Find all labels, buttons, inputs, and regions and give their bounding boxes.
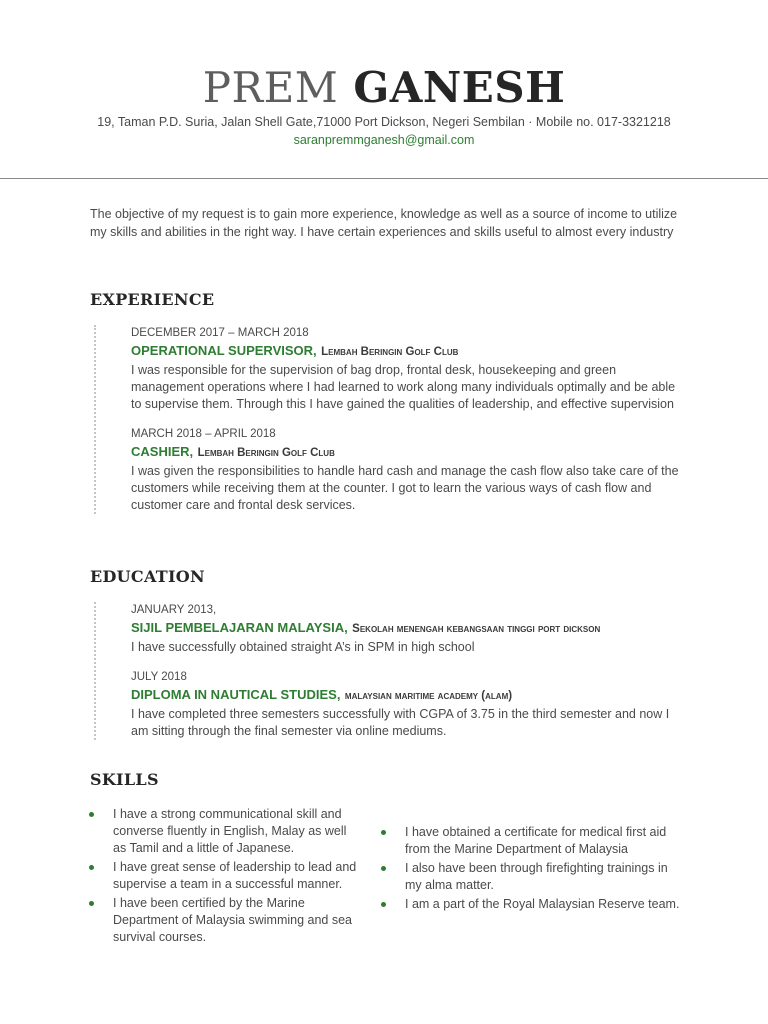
entry-qualification: SIJIL PEMBELAJARAN MALAYSIA,	[131, 620, 348, 635]
entry-description: I was given the responsibilities to handle hard cash and manage the cash flow also take care of the customers while receiving them at the counter. I got to learn the various ways of cash flow and customer care and frontal desk services.	[131, 464, 679, 512]
skills-list-right	[381, 824, 681, 915]
candidate-name	[0, 62, 768, 114]
entry-institution: malaysian maritime academy (alam)	[344, 690, 513, 702]
entry-date: DECEMBER 2017 – MARCH 2018	[131, 327, 309, 339]
entry-title-line	[131, 442, 684, 463]
objective-text: The objective of my request is to gain more experience, knowledge as well as a source of income to utilize my skills and abilities in the right way. I have certain experiences and skills useful to almost every industry	[90, 207, 678, 239]
skill-item	[381, 896, 681, 913]
bullet-icon	[381, 902, 386, 907]
skill-text: I also have been through firefighting trainings in my alma matter.	[405, 861, 668, 892]
entry-date: JULY 2018	[131, 671, 187, 683]
skill-text: I have a strong communicational skill and converse fluently in English, Malay as well as Tamil and a little of Japanese.	[113, 807, 347, 855]
skills-heading: SKILLS	[90, 770, 159, 789]
entry-role: CASHIER,	[131, 444, 194, 459]
skill-item	[89, 859, 361, 893]
skill-item	[89, 895, 361, 946]
contact-line: 19, Taman P.D. Suria, Jalan Shell Gate,71000 Port Dickson, Negeri Sembilan · Mobile no. 017-3321218	[97, 115, 671, 129]
bullet-icon	[89, 901, 94, 906]
skill-item	[89, 806, 361, 857]
experience-heading: EXPERIENCE	[90, 290, 215, 309]
entry-description: I have successfully obtained straight A’s in SPM in high school	[131, 640, 475, 654]
entry-qualification: DIPLOMA IN NAUTICAL STUDIES,	[131, 687, 341, 702]
skill-text: I have been certified by the Marine Department of Malaysia swimming and sea survival courses.	[113, 896, 352, 944]
entry-institution: Sekolah menengah kebangsaan tinggi port dickson	[352, 623, 601, 635]
entry-description: I was responsible for the supervision of bag drop, frontal desk, housekeeping and green management operations where I had learned to work along many individuals optimally and be able to supervise them. Through this I have gained the qualities of leadership, and effective supervision	[131, 363, 676, 411]
entry-title-line	[131, 618, 684, 639]
first-name: PREM	[202, 63, 339, 112]
entry-organization: Lembah Beringin Golf Club	[197, 447, 335, 459]
entry-date: JANUARY 2013,	[131, 604, 217, 616]
entry-role: OPERATIONAL SUPERVISOR,	[131, 343, 317, 358]
education-entry	[131, 602, 684, 656]
education-heading: EDUCATION	[90, 567, 205, 586]
skill-text: I have obtained a certificate for medical first aid from the Marine Department of Malaysia	[405, 825, 667, 856]
entry-title-line	[131, 341, 684, 362]
experience-entry	[131, 426, 684, 514]
skill-item	[381, 824, 681, 858]
entry-organization: Lembah Beringin Golf Club	[321, 346, 459, 358]
email-address[interactable]: saranpremmganesh@gmail.com	[293, 133, 475, 147]
experience-list	[94, 325, 684, 514]
entry-date: MARCH 2018 – APRIL 2018	[131, 428, 276, 440]
education-list	[94, 602, 684, 740]
entry-title-line	[131, 685, 684, 706]
skill-text: I have great sense of leadership to lead and supervise a team in a successful manner.	[113, 860, 357, 891]
header-divider	[0, 178, 768, 179]
experience-entry	[131, 325, 684, 413]
bullet-icon	[89, 812, 94, 817]
bullet-icon	[381, 830, 386, 835]
education-entry	[131, 669, 684, 740]
skill-text: I am a part of the Royal Malaysian Reserve team.	[405, 897, 680, 911]
last-name: GANESH	[353, 63, 566, 112]
entry-description: I have completed three semesters successfully with CGPA of 3.75 in the third semester and now I am sitting through the final semester via online mediums.	[131, 707, 670, 738]
skill-item	[381, 860, 681, 894]
bullet-icon	[89, 865, 94, 870]
skills-list-left	[89, 806, 361, 948]
bullet-icon	[381, 866, 386, 871]
